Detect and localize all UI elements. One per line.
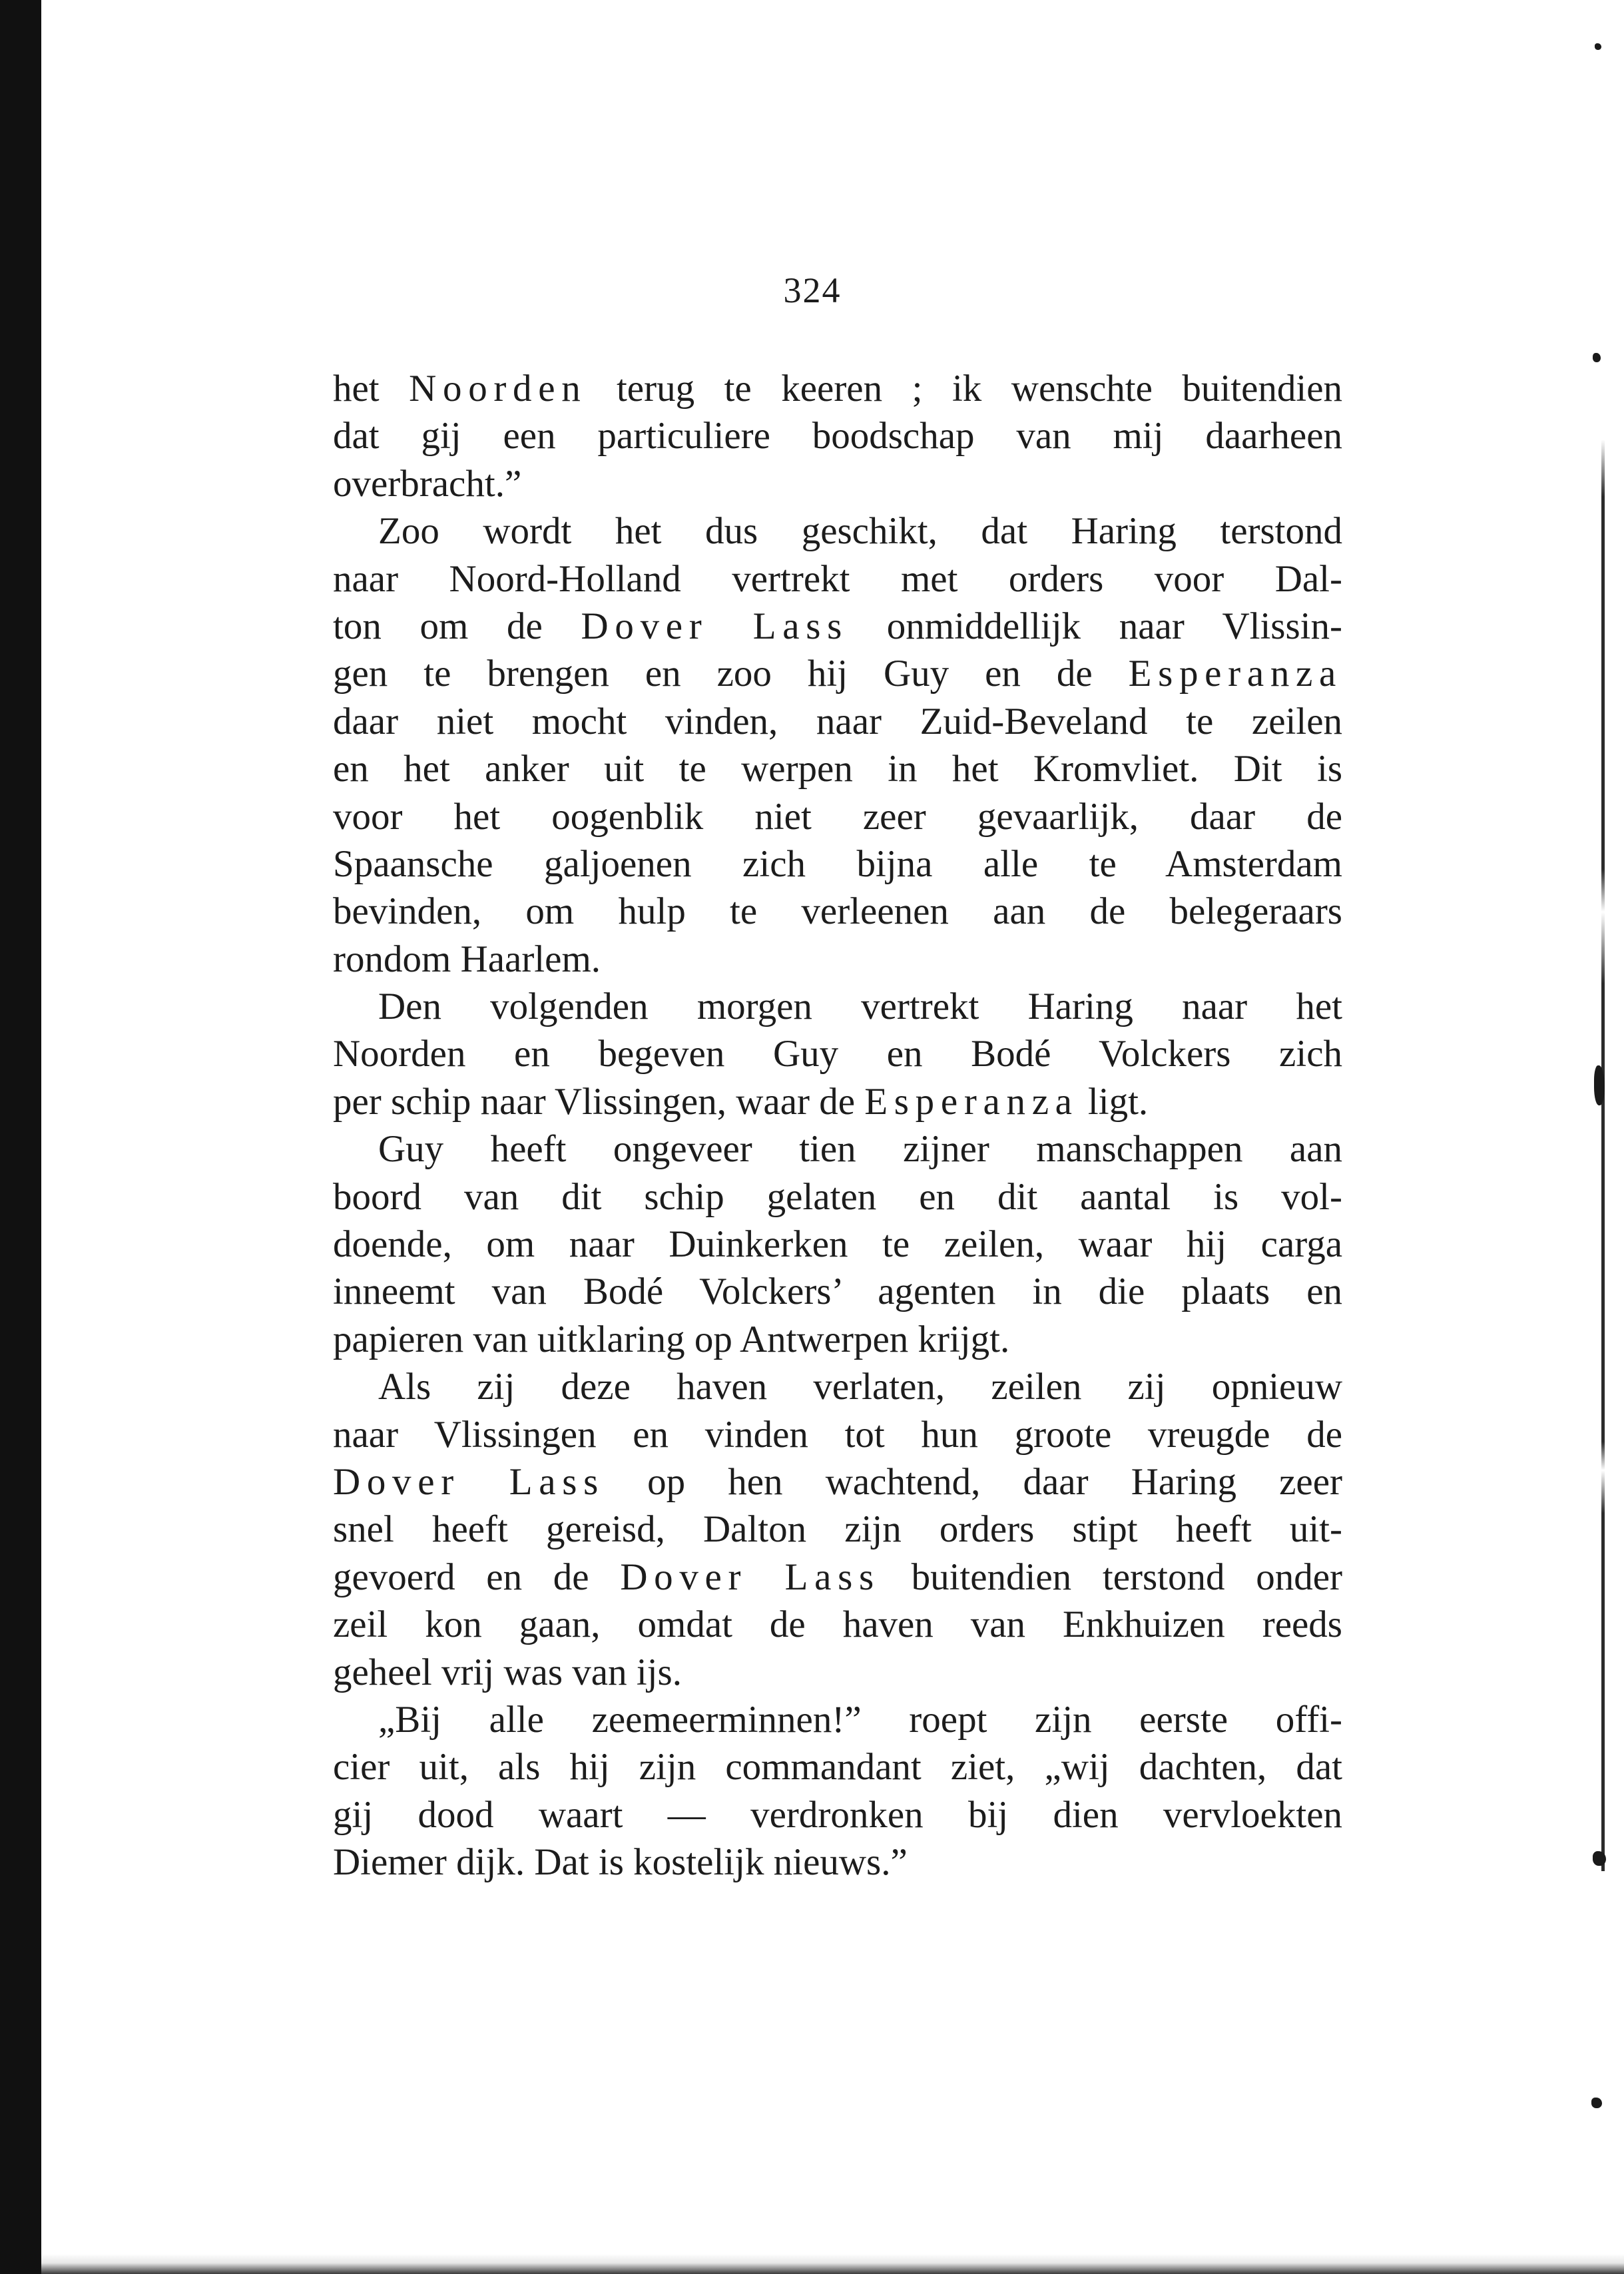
page-number: 324: [783, 270, 842, 310]
scan-speck: [1591, 2098, 1602, 2108]
text-line: per schip naar Vlissingen, waar de Esperanza ligt.: [333, 1080, 1149, 1123]
scan-left-border: [0, 0, 41, 2274]
text-line: Noorden en begeven Guy en Bodé Volckers zich: [333, 1033, 1342, 1075]
text-line: naar Vlissingen en vinden tot hun groote vreugde de: [333, 1413, 1342, 1456]
text-line: het Noorden terug te keeren ; ik wenschte buitendien: [333, 368, 1342, 410]
text-line: rondom Haarlem.: [333, 938, 601, 980]
text-line: Dover Lass op hen wachtend, daar Haring zeer: [333, 1460, 1342, 1503]
text-line: gij dood waart — verdronken bij dien vervloekten: [333, 1793, 1342, 1836]
text-line: ton om de Dover Lass onmiddellijk naar Vlissin-: [333, 605, 1342, 647]
text-line: geheel vrij was van ijs.: [333, 1651, 682, 1693]
text-line: doende, om naar Duinkerken te zeilen, waar hij carga: [333, 1223, 1342, 1266]
text-line: voor het oogenblik niet zeer gevaarlijk, daar de: [333, 795, 1342, 838]
spaced-word: Esperanza: [864, 1080, 1079, 1123]
paragraph-start-line: Als zij deze haven verlaten, zeilen zij opnieuw: [378, 1366, 1342, 1408]
scan-right-border: [1601, 439, 1605, 1871]
text-line: papieren van uitklaring op Antwerpen krijgt.: [333, 1318, 1010, 1360]
paragraph-start-line: Guy heeft ongeveer tien zijner manschappen aan: [378, 1128, 1342, 1171]
scan-speck: [1595, 43, 1601, 50]
text-line: overbracht.”: [333, 462, 522, 505]
spaced-word: Noorden: [409, 368, 587, 410]
paragraph-start-line: Den volgenden morgen vertrekt Haring naar het: [378, 986, 1342, 1028]
scan-bottom-border: [41, 2254, 1624, 2274]
text-line: daar niet mocht vinden, naar Zuid-Beveland te zeilen: [333, 700, 1342, 742]
text-line: en het anker uit te werpen in het Kromvliet. Dit is: [333, 748, 1342, 790]
text-line: Diemer dijk. Dat is kostelijk nieuws.”: [333, 1841, 908, 1884]
text-line: inneemt van Bodé Volckers’ agenten in die plaats en: [333, 1271, 1342, 1313]
spaced-word: Dover Lass: [581, 605, 849, 647]
text-line: snel heeft gereisd, Dalton zijn orders stipt heeft uit-: [333, 1508, 1342, 1551]
body-text: [333, 365, 1342, 1886]
spaced-word: Dover Lass: [620, 1556, 880, 1598]
text-line: zeil kon gaan, omdat de haven van Enkhuizen reeds: [333, 1603, 1342, 1646]
spaced-word: Esperanza: [1128, 653, 1342, 695]
spaced-word: Dover Lass: [333, 1460, 605, 1503]
text-line: bevinden, om hulp te verleenen aan de belegeraars: [333, 890, 1342, 933]
paragraph-start-line: Zoo wordt het dus geschikt, dat Haring terstond: [378, 510, 1342, 553]
text-line: gen te brengen en zoo hij Guy en de Esperanza: [333, 653, 1342, 695]
text-line: Spaansche galjoenen zich bijna alle te Amsterdam: [333, 842, 1342, 885]
text-line: boord van dit schip gelaten en dit aantal is vol-: [333, 1175, 1342, 1218]
scan-speck: [1593, 353, 1601, 362]
text-line: cier uit, als hij zijn commandant ziet, „wij dachten, dat: [333, 1746, 1342, 1789]
text-line: gevoerd en de Dover Lass buitendien terstond onder: [333, 1556, 1343, 1598]
text-line: dat gij een particuliere boodschap van mij daarheen: [333, 415, 1342, 457]
text-line: naar Noord-Holland vertrekt met orders voor Dal-: [333, 557, 1342, 600]
scan-speck: [1593, 1851, 1606, 1866]
paragraph-start-line: „Bij alle zeemeerminnen!” roept zijn eerste offi-: [378, 1698, 1342, 1741]
